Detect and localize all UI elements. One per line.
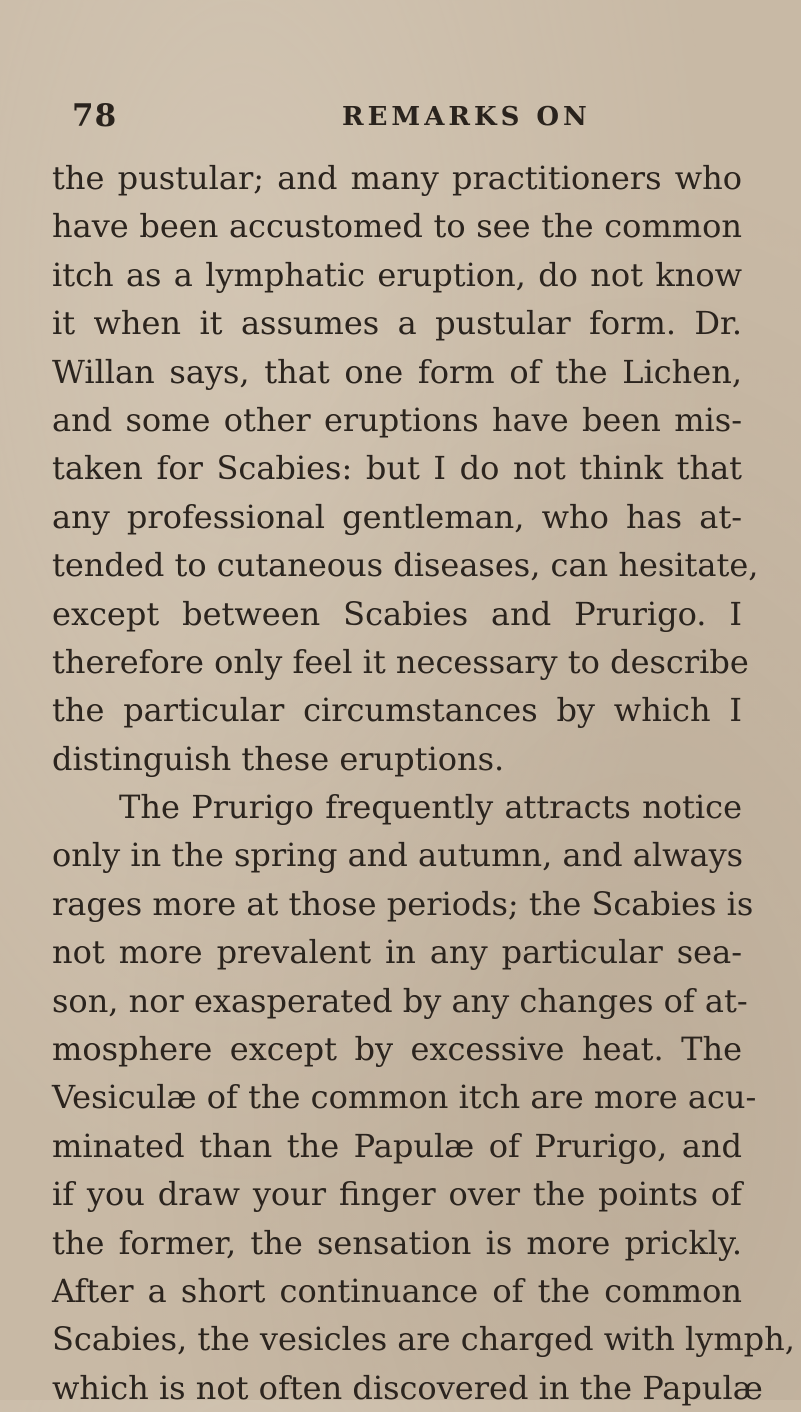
- text-line: not more prevalent in any particular sea-: [52, 933, 742, 972]
- text-line: Scabies, the vesicles are charged with lymph,: [52, 1320, 795, 1359]
- page-header: [0, 98, 801, 148]
- page-number: 78: [72, 98, 118, 134]
- text-line: mosphere except by excessive heat. The: [52, 1030, 742, 1069]
- running-head: REMARKS ON: [342, 102, 591, 132]
- body-text: [52, 154, 795, 1412]
- text-line: have been accustomed to see the common: [52, 207, 742, 246]
- text-line: it when it assumes a pustular form. Dr.: [52, 304, 742, 343]
- text-line: tended to cutaneous diseases, can hesitate,: [52, 546, 759, 585]
- text-line: Willan says, that one form of the Lichen,: [52, 352, 742, 391]
- text-line: distinguish these eruptions.: [52, 739, 505, 778]
- paragraph-1: [52, 154, 759, 783]
- text-line: the pustular; and many practitioners who: [52, 159, 742, 197]
- text-line: minated than the Papulæ of Prurigo, and: [52, 1126, 742, 1165]
- text-line: any professional gentleman, who has at-: [52, 497, 742, 536]
- text-line: son, nor exasperated by any changes of at-: [52, 981, 748, 1020]
- text-line: only in the spring and autumn, and always: [52, 836, 744, 875]
- text-line: rages more at those periods; the Scabies is: [52, 884, 754, 923]
- text-line: taken for Scabies: but I do not think that: [52, 449, 742, 488]
- text-line: except between Scabies and Prurigo. I: [52, 594, 742, 633]
- text-line: itch as a lymphatic eruption, do not know: [52, 255, 742, 294]
- text-line: Vesiculæ of the common itch are more acu-: [52, 1078, 757, 1117]
- text-line: the particular circumstances by which I: [52, 691, 742, 730]
- text-line: After a short continuance of the common: [52, 1271, 742, 1310]
- text-line: which is not often discovered in the Papulæ: [52, 1368, 763, 1407]
- text-line: if you draw your finger over the points of: [52, 1175, 742, 1214]
- paragraph-2: [52, 783, 795, 1412]
- text-line: and some other eruptions have been mis-: [52, 400, 742, 439]
- text-line: the former, the sensation is more prickly.: [52, 1223, 742, 1262]
- text-line: therefore only feel it necessary to describe: [52, 642, 749, 681]
- text-line: The Prurigo frequently attracts notice: [119, 788, 742, 827]
